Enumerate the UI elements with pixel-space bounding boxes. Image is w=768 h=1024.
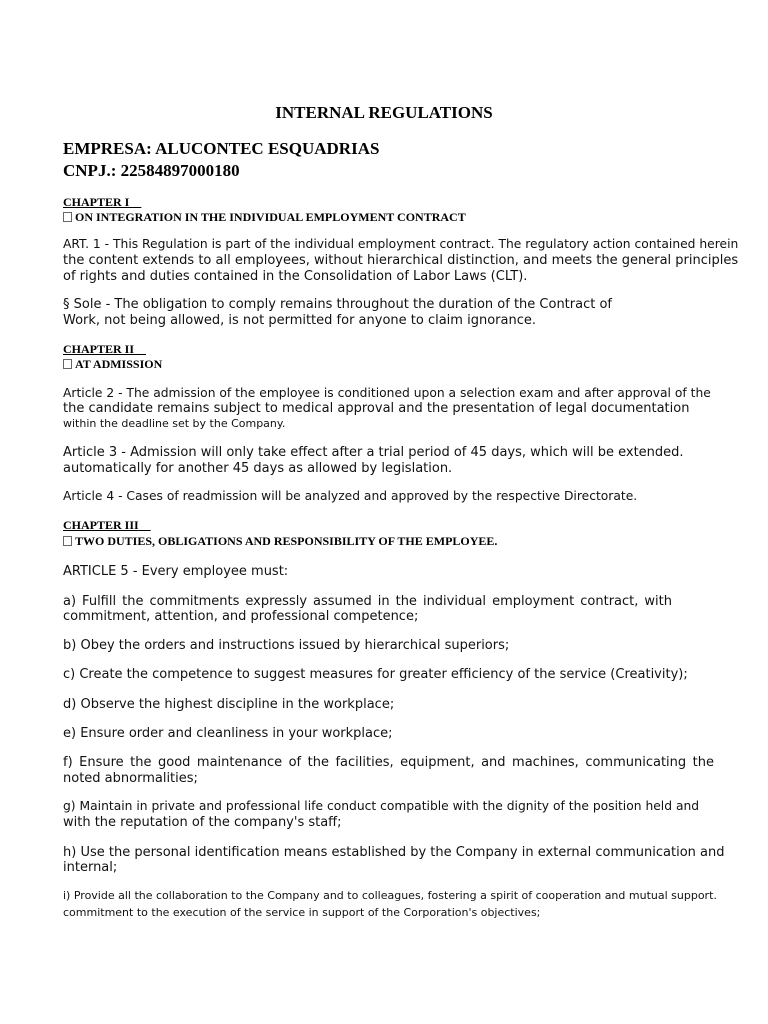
article-1-line-3: of rights and duties contained in the Consolidation of Labor Laws (CLT). — [63, 269, 528, 284]
chapter-3-subtitle: TWO DUTIES, OBLIGATIONS AND RESPONSIBILITY OF THE EMPLOYEE. — [63, 534, 497, 549]
chapter-3-heading: CHAPTER III — [63, 518, 139, 532]
item-c: c) Create the competence to suggest measures for greater efficiency of the service (Creativity); — [63, 667, 688, 682]
item-g-line-1: g) Maintain in private and professional life conduct compatible with the dignity of the position held and — [63, 799, 700, 813]
article-1-line-2: the content extends to all employees, without hierarchical distinction, and meets the general principles — [63, 253, 739, 268]
item-i-line-2: commitment to the execution of the service in support of the Corporation's objectives; — [63, 906, 541, 919]
chapter-1-heading: CHAPTER I — [63, 195, 130, 209]
document-title: INTERNAL REGULATIONS — [275, 103, 493, 122]
missing-glyph-icon — [63, 359, 72, 369]
chapter-2-subtitle: AT ADMISSION — [63, 357, 162, 372]
article-1-line-1: ART. 1 - This Regulation is part of the individual employment contract. The regulatory action contained herein — [63, 237, 739, 251]
item-h-line-2: internal; — [63, 860, 118, 875]
item-i-line-1: i) Provide all the collaboration to the Company and to colleagues, fostering a spirit of cooperation and mutual support. — [63, 889, 717, 902]
missing-glyph-icon — [63, 536, 72, 546]
item-h-line-1: h) Use the personal identification means established by the Company in external communication and — [63, 845, 725, 860]
item-a-line-2: commitment, attention, and professional competence; — [63, 609, 419, 624]
article-3-line-1: Article 3 - Admission will only take effect after a trial period of 45 days, which will be extended. — [63, 445, 684, 460]
cnpj-line: CNPJ.: 22584897000180 — [63, 161, 240, 180]
sole-paragraph-line-1: § Sole - The obligation to comply remains throughout the duration of the Contract of — [63, 297, 612, 312]
item-e: e) Ensure order and cleanliness in your workplace; — [63, 726, 393, 741]
article-4: Article 4 - Cases of readmission will be analyzed and approved by the respective Directorate. — [63, 489, 638, 503]
company-line: EMPRESA: ALUCONTEC ESQUADRIAS — [63, 139, 380, 158]
item-a-line-1: a) Fulfill the commitments expressly assumed in the individual employment contract, with — [63, 594, 672, 609]
sole-paragraph-line-2: Work, not being allowed, is not permitted for anyone to claim ignorance. — [63, 313, 536, 328]
article-2-line-3: within the deadline set by the Company. — [63, 417, 286, 430]
item-b: b) Obey the orders and instructions issued by hierarchical superiors; — [63, 638, 510, 653]
chapter-1-subtitle: ON INTEGRATION IN THE INDIVIDUAL EMPLOYMENT CONTRACT — [63, 210, 466, 225]
missing-glyph-icon — [63, 212, 72, 222]
article-2-line-2: the candidate remains subject to medical approval and the presentation of legal documentation — [63, 401, 690, 416]
article-3-line-2: automatically for another 45 days as allowed by legislation. — [63, 461, 453, 476]
item-f-line-2: noted abnormalities; — [63, 771, 198, 786]
article-5-intro: ARTICLE 5 - Every employee must: — [63, 564, 289, 579]
article-2-line-1: Article 2 - The admission of the employee is conditioned upon a selection exam and after approval of the — [63, 386, 711, 400]
chapter-2-heading: CHAPTER II — [63, 342, 135, 356]
item-f-line-1: f) Ensure the good maintenance of the facilities, equipment, and machines, communicating the — [63, 755, 714, 770]
item-d: d) Observe the highest discipline in the workplace; — [63, 697, 395, 712]
item-g-line-2: with the reputation of the company's staff; — [63, 815, 342, 830]
